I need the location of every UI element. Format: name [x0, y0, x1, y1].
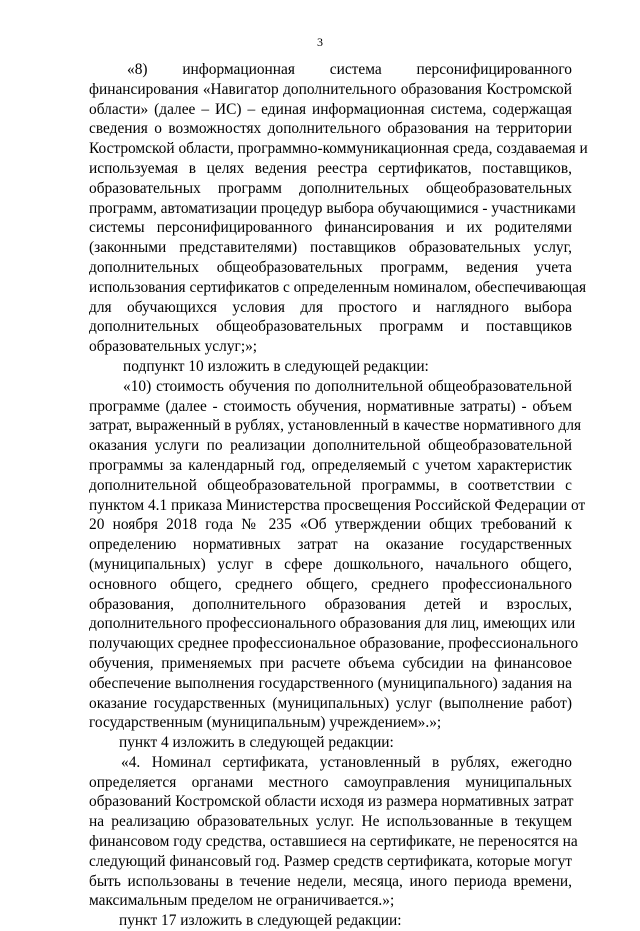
text-line: программы за календарный год, определяемый с учетом характеристик	[89, 456, 572, 474]
text-line: используемая в целях ведения реестра сертификатов, поставщиков,	[89, 159, 572, 177]
text-line: на реализацию образовательных услуг. Не использованные в текущем	[89, 813, 572, 831]
text-line: системы персонифицированного финансирования и их родителями	[89, 219, 572, 237]
text-line: финансирования «Навигатор дополнительного образования Костромской	[89, 80, 572, 98]
text-line: «8) информационная система персонифицированного	[127, 61, 572, 78]
text-line: оказание государственных (муниципальных) услуг (выполнение работ)	[89, 694, 572, 712]
text-line: сведения о возможностях дополнительного образования на территории	[89, 120, 572, 138]
text-line: образований Костромской области исходя из размера нормативных затрат	[89, 793, 574, 811]
text-line: Костромской области, программно-коммуникационная среда, создаваемая и	[89, 140, 588, 158]
text-line: затрат, выраженный в рублях, установленный в качестве нормативного для	[89, 417, 582, 435]
text-line: обеспечение выполнения государственного (муниципального) задания на	[89, 674, 572, 692]
text-line: (муниципальных) услуг в сфере дошкольного, начального общего,	[89, 555, 572, 573]
text-line: образовательных услуг;»;	[89, 338, 258, 356]
text-line: пунктом 4.1 приказа Министерства просвещения Российской Федерации от	[89, 496, 586, 514]
text-line: «4. Номинал сертификата, установленный в рублях, ежегодно	[121, 753, 572, 771]
text-line: дополнительного профессионального образования для лиц, имеющих или	[89, 615, 576, 633]
text-line: быть использованы в течение недели, месяца, иного периода времени,	[89, 872, 572, 890]
document-body	[89, 60, 588, 931]
text-line: получающих среднее профессиональное образование, профессионального	[89, 635, 579, 653]
text-line: 20 ноября 2018 года № 235 «Об утверждении общих требований к	[89, 516, 572, 534]
text-line: определению нормативных затрат на оказание государственных	[89, 536, 572, 554]
text-line: «10) стоимость обучения по дополнительной общеобразовательной	[123, 377, 572, 395]
text-line: государственным (муниципальным) учреждением».»;	[89, 714, 442, 732]
page-number: 3	[317, 35, 323, 49]
text-line: оказания услуги по реализации дополнительной общеобразовательной	[89, 437, 572, 455]
text-line: программе (далее - стоимость обучения, нормативные затраты) - объем	[89, 397, 572, 415]
text-line: дополнительных общеобразовательных программ и поставщиков	[89, 318, 572, 336]
text-line: области» (далее – ИС) – единая информационная система, содержащая	[89, 100, 572, 118]
text-line: максимальным пределом не ограничивается.»;	[89, 892, 395, 910]
text-line: подпункт 10 изложить в следующей редакции:	[123, 357, 429, 375]
text-line: для обучающихся условия для простого и наглядного выбора	[89, 298, 572, 316]
text-line: образовательных программ дополнительных общеобразовательных	[89, 179, 572, 197]
text-line: финансовом году средства, оставшиеся на сертификате, не переносятся на	[89, 833, 578, 851]
text-line: программ, автоматизации процедур выбора обучающимися - участниками	[89, 199, 576, 217]
text-line: обучения, применяемых при расчете объема субсидии на финансовое	[89, 654, 572, 672]
text-line: дополнительной общеобразовательной программы, в соответствии с	[89, 476, 572, 494]
text-line: образования, дополнительного образования детей и взрослых,	[89, 595, 572, 613]
text-line: определяется органами местного самоуправления муниципальных	[89, 773, 572, 791]
text-line: (законными представителями) поставщиков образовательных услуг,	[89, 239, 572, 257]
text-line: использования сертификатов с определенным номиналом, обеспечивающая	[89, 278, 587, 296]
text-line: пункт 17 изложить в следующей редакции:	[119, 912, 402, 930]
text-line: следующий финансовый год. Размер средств сертификата, которые могут	[89, 852, 572, 870]
text-line: дополнительных общеобразовательных программ, ведения учета	[89, 258, 572, 276]
text-line: основного общего, среднего общего, среднего профессионального	[89, 575, 572, 593]
text-line: пункт 4 изложить в следующей редакции:	[119, 734, 394, 752]
